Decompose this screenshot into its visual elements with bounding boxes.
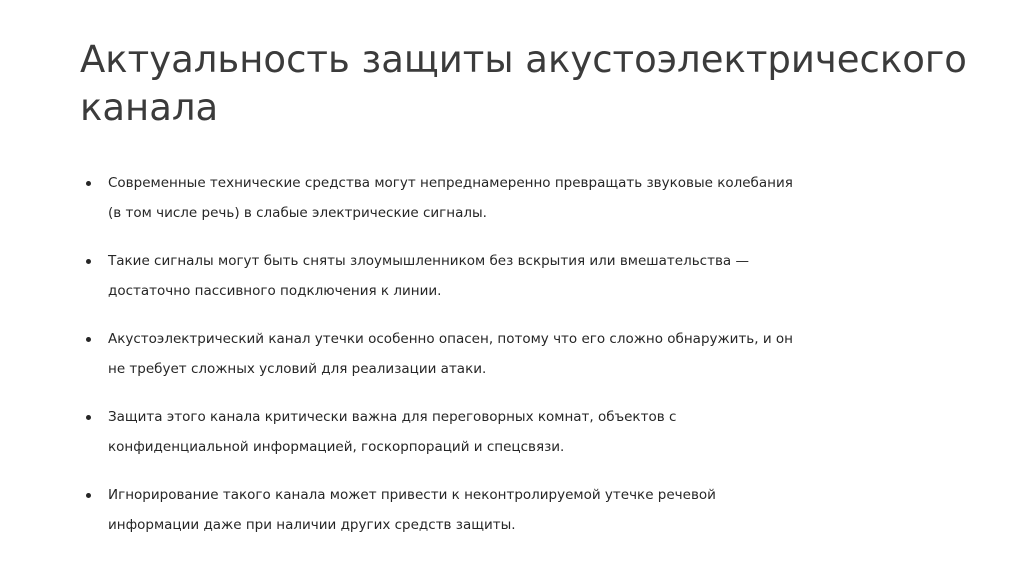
bullet-item-3 [80,324,840,384]
bullet-text-line: конфиденциальной информацией, госкорпораций и спецсвязи. [108,439,565,455]
bullet-text-line: Игнорирование такого канала может привести к неконтролируемой утечке речевой [108,487,716,503]
bullet-item-4 [80,402,840,462]
bullet-text-line: Такие сигналы могут быть сняты злоумышленником без вскрытия или вмешательства — [108,253,749,269]
bullet-text-line: (в том числе речь) в слабые электрические сигналы. [108,205,487,221]
bullet-text-line: информации даже при наличии других средств защиты. [108,517,516,533]
slide-title-line-1: Актуальность защиты акустоэлектрического [80,38,967,81]
slide-title-line-2: канала [80,86,219,129]
bullet-item-1 [80,168,840,228]
bullet-text-line: достаточно пассивного подключения к линии. [108,283,442,299]
bullet-text-line: не требует сложных условий для реализации атаки. [108,361,487,377]
bullet-dot-icon [86,493,91,498]
bullet-text-line: Акустоэлектрический канал утечки особенно опасен, потому что его сложно обнаружить, и он [108,331,793,347]
bullet-dot-icon [86,181,91,186]
slide-title [80,36,967,132]
bullet-dot-icon [86,259,91,264]
bullet-dot-icon [86,415,91,420]
bullet-list [80,168,840,558]
bullet-item-2 [80,246,840,306]
bullet-text-line: Современные технические средства могут непреднамеренно превращать звуковые колебания [108,175,793,191]
bullet-dot-icon [86,337,91,342]
bullet-text-line: Защита этого канала критически важна для переговорных комнат, объектов с [108,409,677,425]
bullet-item-5 [80,480,840,540]
